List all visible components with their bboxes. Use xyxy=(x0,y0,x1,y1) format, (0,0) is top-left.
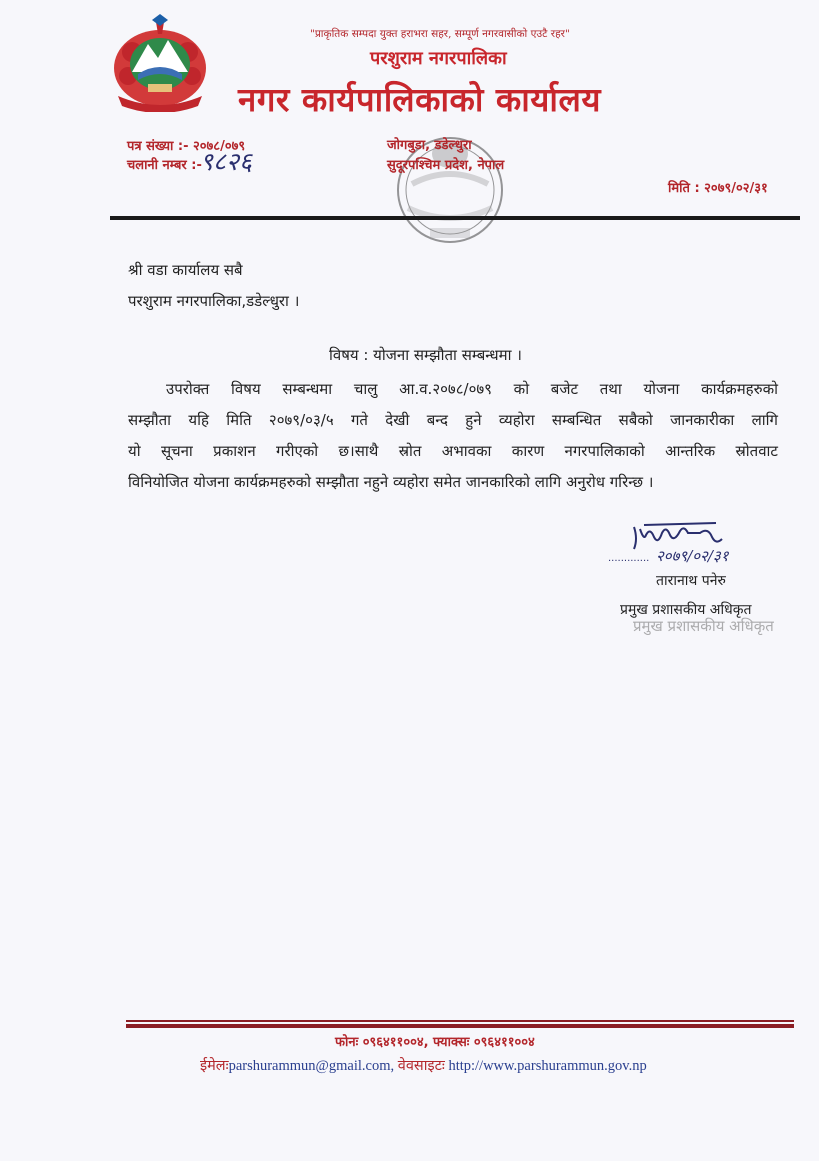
website-link[interactable]: http://www.parshurammun.gov.np xyxy=(448,1058,647,1074)
website-label: वेवसाइटः xyxy=(397,1058,445,1074)
svg-text:.............: ............. xyxy=(608,553,650,564)
dispatch-number-label: चलानी नम्बर :- xyxy=(127,158,202,173)
email-label: ईमेलः xyxy=(200,1058,229,1074)
addressee-line2: परशुराम नगरपालिका,डडेल्धुरा । xyxy=(128,292,300,310)
dispatch-number-handwritten: ९८२६ xyxy=(200,147,253,176)
body-line: सम्झौता यहि मिति २०७९/०३/५ गते देखी बन्द हुने व्यहोरा सम्बन्धित सबैको जानकारीका लागि xyxy=(128,411,778,429)
body-line: यो सूचना प्रकाशन गरीएको छ।साथै स्रोत अभावका कारण नगरपालिकाको आन्तरिक स्रोतवाट xyxy=(128,442,778,460)
body-line: उपरोक्त विषय सम्बन्धमा चालु आ.व.२०७८/०७९ को बजेट तथा योजना कार्यक्रमहरुको xyxy=(166,380,778,398)
signatory-title: प्रमुख प्रशासकीय अधिकृत xyxy=(620,602,752,618)
signature-handwritten-date: २०७९/०२/३१ xyxy=(656,547,729,565)
footer-divider-thin xyxy=(126,1020,794,1022)
addressee-line1: श्री वडा कार्यालय सबै xyxy=(128,261,243,279)
body-line: विनियोजित योजना कार्यक्रमहरुको सम्झौता नहुने व्यहोरा समेत जानकारिको लागि अनुरोध गरिन्छ । xyxy=(128,473,654,491)
office-address-line1: जोगबुडा, डडेल्धुरा xyxy=(387,138,472,153)
letter-subject: विषय : योजना सम्झौता सम्बन्धमा । xyxy=(329,346,522,364)
footer-contact xyxy=(200,1055,647,1075)
signatory-name: तारानाथ पनेरु xyxy=(656,573,726,589)
municipality-name: परशुराम नगरपालिका xyxy=(370,48,507,69)
footer-phone-fax: फोनः ०९६४११००४, फ्याक्सः ०९६४११००४ xyxy=(335,1035,535,1050)
nepal-emblem-icon xyxy=(108,14,212,112)
letter-date: मिति : २०७९/०२/३१ xyxy=(668,181,768,196)
letter-body xyxy=(128,374,778,498)
tagline: "प्राकृतिक सम्पदा युक्त हराभरा सहर, सम्पूर्ण नगरवासीको एउटै रहर" xyxy=(310,28,570,40)
handwritten-signature xyxy=(604,519,784,571)
designation-stamp: प्रमुख प्रशासकीय अधिकृत xyxy=(633,617,774,635)
footer-divider-thick xyxy=(126,1024,794,1028)
email-link[interactable]: parshurammun@gmail.com, xyxy=(228,1058,395,1074)
letter-number: पत्र संख्या :- २०७८/०७९ xyxy=(127,139,246,154)
header-divider xyxy=(110,216,800,220)
office-title: नगर कार्यपालिकाको कार्यालय xyxy=(238,80,601,119)
office-address-line2: सुदूरपश्चिम प्रदेश, नेपाल xyxy=(387,158,505,173)
